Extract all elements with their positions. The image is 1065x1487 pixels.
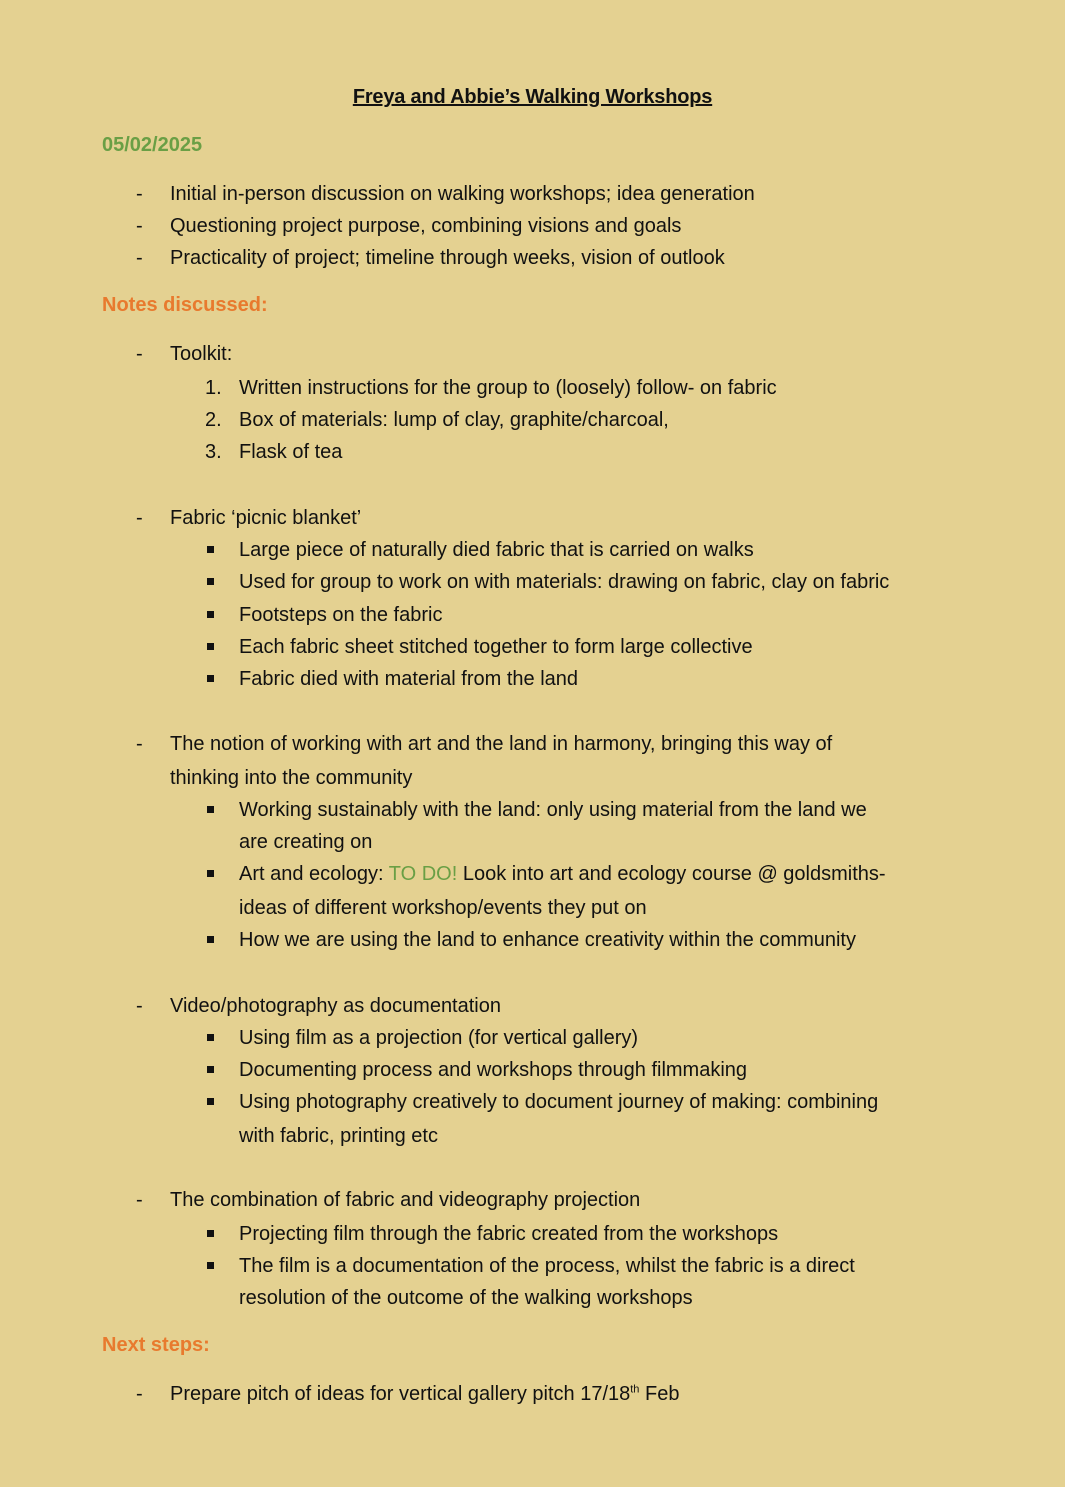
bullet-dash: - [136, 247, 143, 269]
todo-flag: TO DO! [388, 863, 458, 885]
list-number: 1. [205, 377, 222, 399]
video-item-continued: with fabric, printing etc [239, 1125, 438, 1147]
toolkit-label: Toolkit: [170, 343, 233, 365]
notion-item: How we are using the land to enhance creativity within the community [239, 929, 856, 951]
bullet-dash: - [136, 183, 143, 205]
bullet-dash: - [136, 1189, 143, 1211]
toolkit-item: Flask of tea [239, 441, 343, 463]
combination-item: Projecting film through the fabric created from the workshops [239, 1223, 779, 1245]
toolkit-item: Box of materials: lump of clay, graphite/charcoal, [239, 409, 669, 431]
square-bullet-icon [207, 578, 214, 585]
square-bullet-icon [207, 546, 214, 553]
fabric-item: Fabric died with material from the land [239, 668, 579, 690]
bullet-dash: - [136, 733, 143, 755]
ecology-prefix: Art and ecology: [239, 863, 389, 885]
ecology-text: Look into art and ecology course @ goldsmiths- [457, 863, 886, 885]
list-number: 3. [205, 441, 222, 463]
notion-item-continued: ideas of different workshop/events they put on [239, 897, 647, 919]
combination-item: The film is a documentation of the process, whilst the fabric is a direct [239, 1255, 855, 1277]
square-bullet-icon [207, 1262, 214, 1269]
video-item: Using photography creatively to document journey of making: combining [239, 1091, 879, 1113]
notes-heading: Notes discussed: [102, 294, 268, 316]
bullet-dash: - [136, 343, 143, 365]
combination-item-continued: resolution of the outcome of the walking workshops [239, 1287, 693, 1309]
intro-item: Questioning project purpose, combining visions and goals [170, 215, 682, 237]
document-title: Freya and Abbie’s Walking Workshops [352, 86, 713, 108]
square-bullet-icon [207, 1034, 214, 1041]
next-step-item [170, 1383, 679, 1406]
fabric-item: Used for group to work on with materials: drawing on fabric, clay on fabric [239, 571, 890, 593]
square-bullet-icon [207, 936, 214, 943]
video-item: Using film as a projection (for vertical gallery) [239, 1027, 639, 1049]
square-bullet-icon [207, 806, 214, 813]
fabric-item: Each fabric sheet stitched together to form large collective [239, 636, 753, 658]
notion-item: Working sustainably with the land: only using material from the land we [239, 799, 867, 821]
meeting-date: 05/02/2025 [102, 134, 203, 156]
fabric-item: Footsteps on the fabric [239, 604, 443, 626]
list-number: 2. [205, 409, 222, 431]
video-item: Documenting process and workshops through filmmaking [239, 1059, 748, 1081]
bullet-dash: - [136, 215, 143, 237]
video-label: Video/photography as documentation [170, 995, 501, 1017]
intro-item: Initial in-person discussion on walking workshops; idea generation [170, 183, 755, 205]
next-steps-heading: Next steps: [102, 1334, 210, 1356]
square-bullet-icon [207, 675, 214, 682]
square-bullet-icon [207, 611, 214, 618]
fabric-label: Fabric ‘picnic blanket’ [170, 507, 362, 529]
ordinal-suffix: th [630, 1383, 640, 1396]
toolkit-item: Written instructions for the group to (loosely) follow- on fabric [239, 377, 777, 399]
next-step-text: Prepare pitch of ideas for vertical gallery pitch 17/18 [170, 1383, 631, 1405]
next-step-month: Feb [639, 1383, 680, 1405]
fabric-item: Large piece of naturally died fabric that is carried on walks [239, 539, 754, 561]
notion-label: The notion of working with art and the land in harmony, bringing this way of [170, 733, 833, 755]
square-bullet-icon [207, 1098, 214, 1105]
notion-item-continued: are creating on [239, 831, 373, 853]
combination-label: The combination of fabric and videography projection [170, 1189, 641, 1211]
intro-item: Practicality of project; timeline through weeks, vision of outlook [170, 247, 725, 269]
notion-item-ecology [239, 863, 886, 886]
square-bullet-icon [207, 1230, 214, 1237]
bullet-dash: - [136, 1383, 143, 1405]
bullet-dash: - [136, 507, 143, 529]
square-bullet-icon [207, 643, 214, 650]
square-bullet-icon [207, 1066, 214, 1073]
bullet-dash: - [136, 995, 143, 1017]
notion-label-continued: thinking into the community [170, 767, 413, 789]
square-bullet-icon [207, 870, 214, 877]
